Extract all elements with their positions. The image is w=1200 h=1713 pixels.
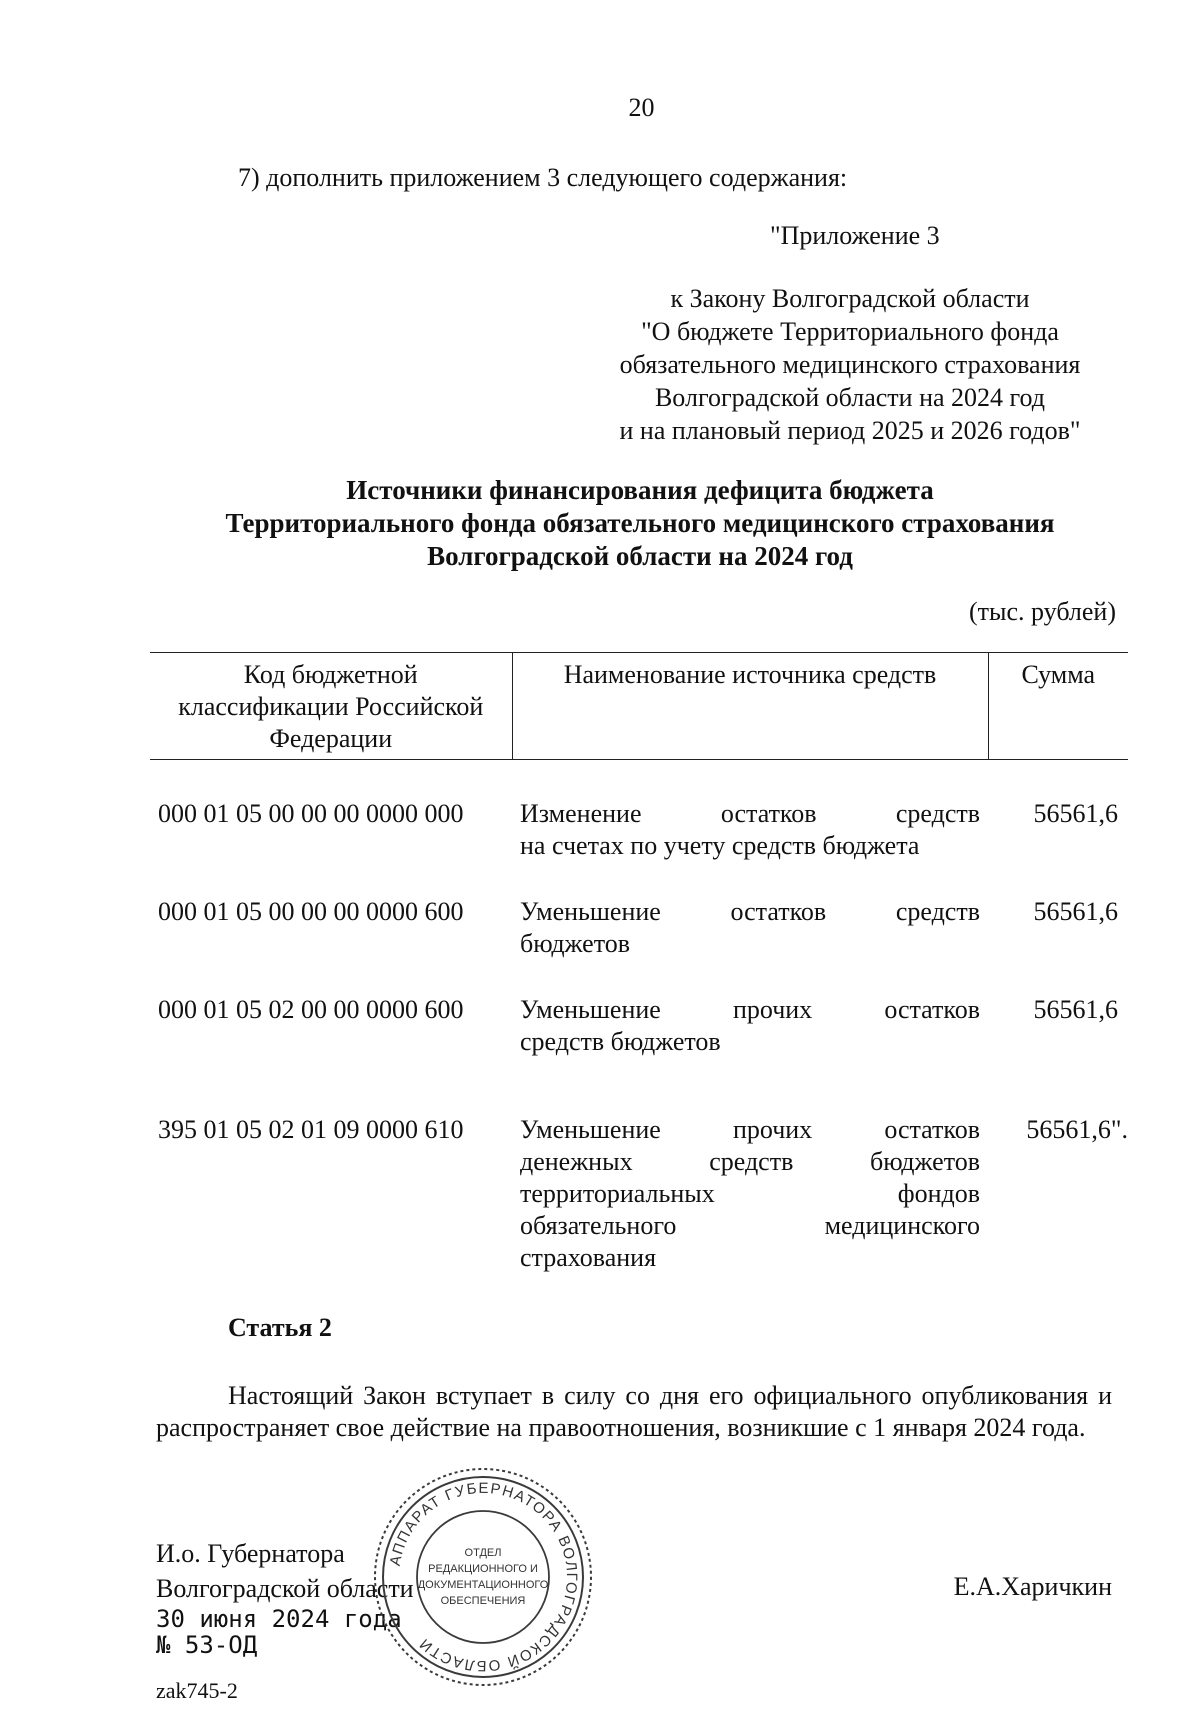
row-name [512,994,988,1058]
header-amount: Сумма [988,653,1128,760]
stamp-outer-text: АППАРАТ ГУБЕРНАТОРА ВОЛГОГРАДСКОЙ ОБЛАСТИ [386,1479,581,1675]
row-amount: 56561,6 [1033,799,1118,828]
document-title-line: Источники финансирования дефицита бюджета [346,475,934,505]
table-spacer [150,960,1128,994]
row-amount: 56561,6 [1033,897,1118,926]
appendix-reference-line: обязательного медицинского страхования [619,350,1081,379]
stamp-inner-line: ДОКУМЕНТАЦИОННОГО [417,1579,549,1591]
row-name-line: Уменьшение остатков средств [520,897,980,926]
signatory-name: Е.А.Харичкин [953,1572,1112,1601]
row-name-line: средств бюджетов [520,1027,721,1056]
row-name-line: обязательного медицинского [520,1211,980,1240]
row-name-line: территориальных фондов [520,1179,980,1208]
page-number: 20 [628,93,655,122]
office-stamp [368,1462,598,1692]
table-row [150,994,1128,1058]
row-name-line: Уменьшение прочих остатков [520,1115,980,1144]
table-row [150,798,1128,862]
row-name [512,1114,988,1274]
row-code: 000 01 05 00 00 00 0000 600 [158,897,464,926]
appendix-title: "Приложение 3 [770,221,940,250]
table-row [150,896,1128,960]
document-title [140,474,1140,573]
signatory-title-line: Волгоградской области [156,1574,414,1603]
financing-sources-table [150,652,1128,1274]
stamp-inner-ring [417,1511,549,1643]
signing-date: 30 июня 2024 года [156,1605,402,1633]
article-heading: Статья 2 [228,1313,332,1342]
stamp-outer-ring [375,1469,591,1685]
row-name-line: Уменьшение прочих остатков [520,995,980,1024]
units-label: (тыс. рублей) [968,597,1116,626]
table-row [150,1114,1128,1274]
appendix-reference [590,282,1110,447]
appendix-reference-line: и на плановый период 2025 и 2026 годов" [619,416,1081,445]
article-body: Настоящий Закон вступает в силу со дня его официального опубликования и распространяет свое действие на правоотношения, возникшие с 1 января 2024 года. [156,1381,1112,1442]
table-spacer [150,862,1128,896]
appendix-reference-line: Волгоградской области на 2024 год [654,383,1046,412]
amendment-line: 7) дополнить приложением 3 следующего содержания: [238,163,848,192]
row-name-line: Изменение остатков средств [520,799,980,828]
table-header-row [150,653,1128,760]
row-amount: 56561,6". [1026,1115,1128,1144]
signature-meta [156,1606,402,1658]
stamp-inner-line: ОБЕСПЕЧЕНИЯ [440,1595,526,1607]
document-number: № 53-ОД [156,1631,258,1659]
row-name [512,896,988,960]
table-spacer [150,1058,1128,1114]
document-title-line: Волгоградской области на 2024 год [427,541,853,571]
stamp-inner-line: ОТДЕЛ [464,1547,502,1559]
row-name [512,798,988,862]
signatory-title-line: И.о. Губернатора [156,1539,345,1568]
row-name-line: на счетах по учету средств бюджета [520,831,920,860]
header-name: Наименование источника средств [512,653,988,760]
appendix-reference-line: "О бюджете Территориального фонда [641,317,1059,346]
document-code: zak745-2 [156,1678,238,1703]
document-title-line: Территориального фонда обязательного медицинского страхования [225,508,1055,538]
row-code: 000 01 05 02 00 00 0000 600 [158,995,464,1024]
stamp-inner-line: РЕДАКЦИОННОГО И [428,1563,538,1575]
row-name-line: бюджетов [520,929,631,958]
table-spacer [150,760,1128,799]
row-name-line: страхования [520,1243,657,1272]
header-code: Код бюджетной классификации Российской Федерации [150,653,512,760]
row-code: 395 01 05 02 01 09 0000 610 [158,1115,464,1144]
row-name-line: денежных средств бюджетов [520,1147,980,1176]
row-code: 000 01 05 00 00 00 0000 000 [158,799,464,828]
appendix-reference-line: к Закону Волгоградской области [670,284,1030,313]
stamp-middle-ring [383,1477,583,1677]
row-amount: 56561,6 [1033,995,1118,1024]
